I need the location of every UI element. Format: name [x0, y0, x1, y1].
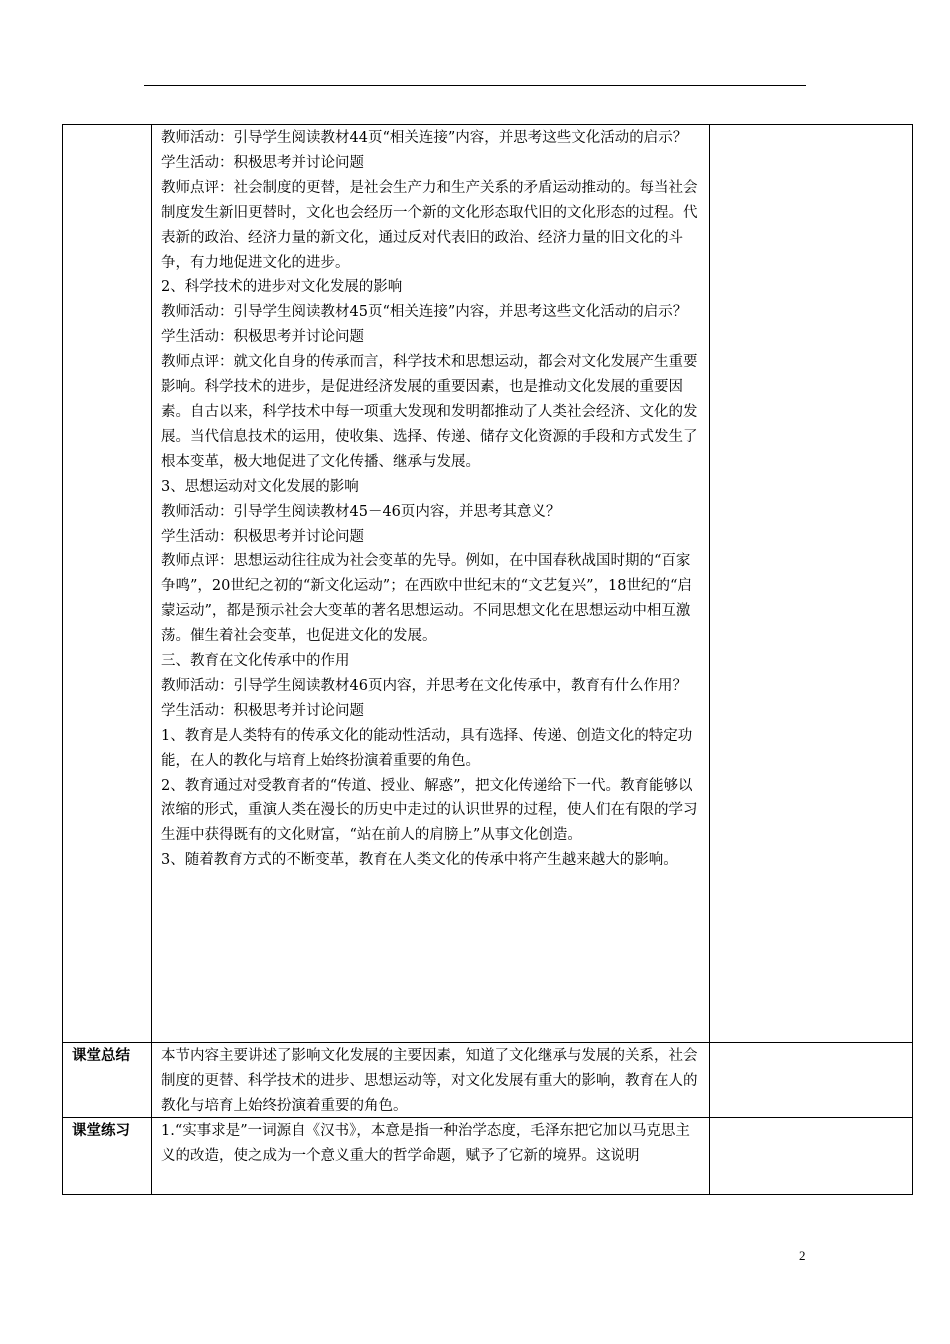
paragraph: 学生活动：积极思考并讨论问题 — [161, 528, 364, 545]
teaching-process-content — [152, 125, 709, 1042]
paragraph: 教师活动：引导学生阅读教材45－46页内容，并思考其意义？ — [161, 503, 561, 520]
paragraph: 教师点评：社会制度的更替，是社会生产力和生产关系的矛盾运动推动的。每当社会制度发生新旧更替时，文化也会经历一个新的文化形态取代旧的文化形态的过程。代表新的政治、经济力量的新文化，通过反对代表旧的政治、经济力量的旧文化的斗争，有力地促进文化的进步。 — [161, 179, 698, 271]
content-cell — [152, 1118, 710, 1195]
table-row-practice — [63, 1118, 913, 1195]
page-number: 2 — [799, 1248, 806, 1263]
lesson-plan-table — [62, 124, 913, 1195]
notes-cell — [710, 1043, 913, 1118]
summary-text: 本节内容主要讲述了影响文化发展的主要因素，知道了文化继承与发展的关系，社会制度的更替、科学技术的进步、思想运动等，对文化发展有重大的影响，教育在人的教化与培育上始终扮演着重要的角色。 — [161, 1048, 698, 1114]
summary-label: 课堂总结 — [72, 1048, 130, 1064]
section-heading: 三、教育在文化传承中的作用 — [161, 653, 350, 670]
table-row-teaching-process — [63, 125, 913, 1043]
paragraph: 2、教育通过对受教育者的“传道、授业、解惑”，把文化传递给下一代。教育能够以浓缩的形式，重演人类在漫长的历史中走过的认识世界的过程，使人们在有限的学习生涯中获得既有的文化财富，“站在前人的肩膀上”从事文化创造。 — [161, 777, 698, 844]
paragraph: 学生活动：积极思考并讨论问题 — [161, 702, 364, 719]
practice-label: 课堂练习 — [72, 1123, 130, 1139]
header-rule — [144, 85, 806, 86]
notes-cell — [710, 125, 913, 1043]
paragraph: 1、教育是人类特有的传承文化的能动性活动，具有选择、传递、创造文化的特定功能，在人的教化与培育上始终扮演着重要的角色。 — [161, 727, 693, 769]
label-cell — [63, 1043, 152, 1118]
content-cell — [152, 125, 710, 1043]
notes-cell — [710, 1118, 913, 1195]
table-row-summary — [63, 1043, 913, 1118]
content-cell — [152, 1043, 710, 1118]
section-heading: 2、科学技术的进步对文化发展的影响 — [161, 279, 403, 296]
label-cell-empty — [63, 125, 152, 1043]
paragraph: 学生活动：积极思考并讨论问题 — [161, 329, 364, 346]
paragraph: 教师点评：思想运动往往成为社会变革的先导。例如，在中国春秋战国时期的“百家争鸣”，20世纪之初的“新文化运动”；在西欧中世纪末的“文艺复兴”，18世纪的“启蒙运动”，都是预示社会大变革的著名思想运动。不同思想文化在思想运动中相互激荡。催生着社会变革，也促进文化的发展。 — [161, 553, 692, 645]
paragraph: 3、随着教育方式的不断变革，教育在人类文化的传承中将产生越来越大的影响。 — [161, 852, 678, 869]
paragraph: 教师点评：就文化自身的传承而言，科学技术和思想运动，都会对文化发展产生重要影响。科学技术的进步，是促进经济发展的重要因素，也是推动文化发展的重要因素。自古以来，科学技术中每一项重大发现和发明都推动了人类社会经济、文化的发展。当代信息技术的运用，使收集、选择、传递、储存文化资源的手段和方式发生了根本变革，极大地促进了文化传播、继承与发展。 — [161, 354, 698, 470]
paragraph: 教师活动：引导学生阅读教材44页“相关连接”内容，并思考这些文化活动的启示？ — [161, 130, 688, 146]
label-cell — [63, 1118, 152, 1195]
paragraph: 学生活动：积极思考并讨论问题 — [161, 154, 364, 171]
practice-text: 1.“实事求是”一词源自《汉书》，本意是指一种治学态度，毛泽东把它加以马克思主义的改造，使之成为一个意义重大的哲学命题，赋予了它新的境界。这说明 — [161, 1123, 690, 1164]
paragraph: 教师活动：引导学生阅读教材45页“相关连接”内容，并思考这些文化活动的启示？ — [161, 304, 688, 321]
paragraph: 教师活动：引导学生阅读教材46页内容，并思考在文化传承中，教育有什么作用？ — [161, 677, 687, 694]
section-heading: 3、思想运动对文化发展的影响 — [161, 478, 359, 495]
